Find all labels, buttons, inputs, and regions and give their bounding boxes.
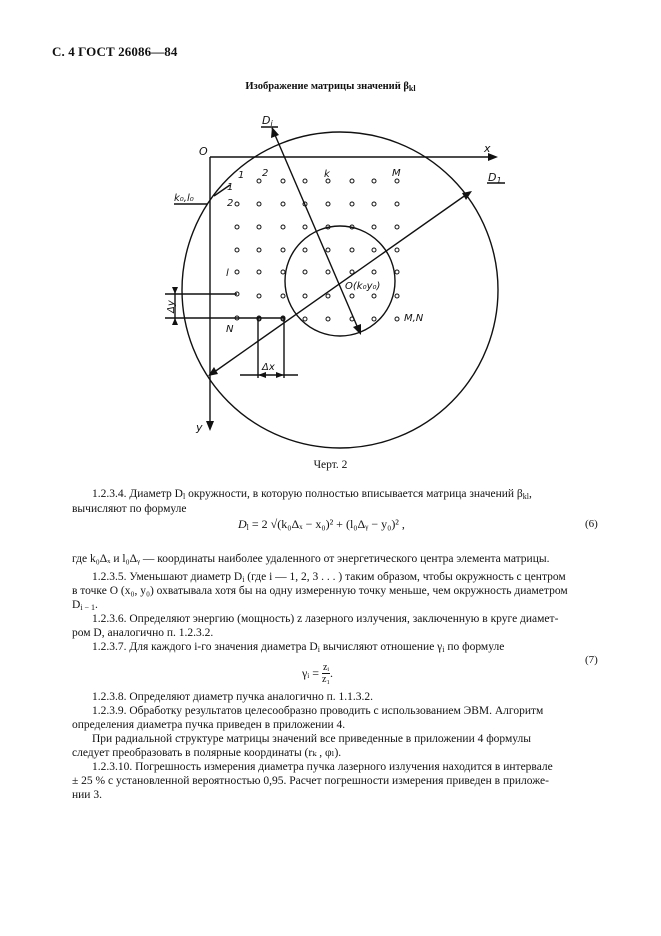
x-axis-label: x xyxy=(484,142,491,155)
matrix-dot xyxy=(372,225,376,229)
matrix-dot xyxy=(372,317,376,321)
matrix-dot xyxy=(395,317,399,321)
matrix-dot xyxy=(281,179,285,183)
paragraph-1-2-3-10-line2: ± 25 % с установленной вероятностью 0,95. Расчет погрешности измерения приведен в приложе- xyxy=(72,775,549,787)
delta-x-label: Δx xyxy=(262,362,275,373)
paragraph-1-2-3-4-line2: вычисляют по формуле xyxy=(72,503,187,515)
matrix-dot xyxy=(372,270,376,274)
paragraph-1-2-3-5: 1.2.3.5. Уменьшают диаметр $D_i$ (где i — 1, 2, 3 . . . ) таким образом, чтобы окружность с центром xyxy=(92,571,566,584)
y-axis-label: y xyxy=(196,421,203,434)
matrix-dot xyxy=(326,202,330,206)
matrix-dot xyxy=(395,294,399,298)
matrix-dot xyxy=(372,179,376,183)
matrix-dot xyxy=(257,225,261,229)
column-k-label: k xyxy=(324,169,330,180)
di-diameter-line xyxy=(272,128,360,333)
equation-number-7: (7) xyxy=(585,654,598,666)
matrix-dot xyxy=(235,202,239,206)
outer-circle xyxy=(182,132,498,448)
column-m-label: M xyxy=(392,168,401,179)
di-arrowhead-top xyxy=(271,127,279,138)
row-l-label: l xyxy=(226,268,229,279)
matrix-dot xyxy=(303,270,307,274)
matrix-dot xyxy=(395,202,399,206)
matrix-dot xyxy=(372,294,376,298)
center-label: O(k₀y₀) xyxy=(345,281,381,292)
matrix-dot xyxy=(395,179,399,183)
column-2-label: 2 xyxy=(262,168,269,179)
matrix-dot xyxy=(372,202,376,206)
y-arrowhead xyxy=(206,421,214,431)
column-1-label: 1 xyxy=(238,170,245,181)
paragraph-1-2-3-7: 1.2.3.7. Для каждого i-го значения диаметра $D_i$ вычисляют отношение $\gamma_i$ по формуле xyxy=(92,641,505,654)
d1-diameter-line xyxy=(210,192,470,375)
figure-title: Изображение матрицы значений $\beta_{kl}$ xyxy=(245,81,416,93)
di-label: Di xyxy=(262,114,273,128)
matrix-dot xyxy=(257,270,261,274)
paragraph-1-2-3-6-line2: ром D, аналогично п. 1.2.3.2. xyxy=(72,627,214,639)
equation-number-6: (6) xyxy=(585,518,598,530)
matrix-dot xyxy=(350,202,354,206)
matrix-dot xyxy=(326,248,330,252)
paragraph-1-2-3-6: 1.2.3.6. Определяют энергию (мощность) z лазерного излучения, заключенную в круге диамет- xyxy=(92,613,559,625)
row-n-label: N xyxy=(226,324,234,335)
matrix-dot xyxy=(235,248,239,252)
mn-label: M,N xyxy=(404,313,424,324)
matrix-dot xyxy=(395,225,399,229)
paragraph-1-2-3-8: 1.2.3.8. Определяют диаметр пучка аналогично п. 1.1.3.2. xyxy=(92,691,374,703)
matrix-dot xyxy=(235,270,239,274)
matrix-dot xyxy=(303,179,307,183)
matrix-dot xyxy=(303,294,307,298)
figure-caption: Черт. 2 xyxy=(313,459,348,471)
paragraph-radial-line2: следует преобразовать в полярные координаты (rₖ , φₗ). xyxy=(72,747,342,759)
paragraph-1-2-3-9-line2: определения диаметра пучка приведен в приложении 4. xyxy=(72,719,346,731)
matrix-dot xyxy=(395,270,399,274)
matrix-dot xyxy=(281,248,285,252)
paragraph-1-2-3-10: 1.2.3.10. Погрешность измерения диаметра пучка лазерного излучения находится в интервале xyxy=(92,761,553,773)
matrix-dot xyxy=(303,225,307,229)
matrix-dot xyxy=(235,225,239,229)
matrix-dot xyxy=(326,270,330,274)
origin-label: O xyxy=(199,145,208,158)
paragraph-1-2-3-5-line3: $D_{i - 1}$. xyxy=(72,599,98,612)
matrix-dot xyxy=(281,202,285,206)
d1-label: D1 xyxy=(488,171,502,185)
matrix-dot xyxy=(372,248,376,252)
matrix-dot xyxy=(326,294,330,298)
matrix-dot xyxy=(281,225,285,229)
paragraph-1-2-3-10-line3: нии 3. xyxy=(72,789,102,801)
matrix-dot xyxy=(350,179,354,183)
matrix-dot xyxy=(281,294,285,298)
matrix-dot xyxy=(257,179,261,183)
matrix-dot xyxy=(395,248,399,252)
paragraph-1-2-3-4: 1.2.3.4. Диаметр $D_l$ окружности, в которую полностью вписывается матрица значений $\beta_{kl}$, xyxy=(92,488,532,501)
matrix-dot xyxy=(281,270,285,274)
paragraph-radial: При радиальной структуре матрицы значений все приведенные в приложении 4 формулы xyxy=(92,733,531,745)
matrix-dot xyxy=(257,202,261,206)
paragraph-where: где k₀Δₓ и l₀Δᵧ — координаты наиболее удаленного от энергетического центра элемента матрицы. xyxy=(72,553,550,565)
formula-6: $D_l = 2$ √(k₀Δₓ − x₀)² + (l₀Δᵧ − y₀)² , xyxy=(238,517,405,532)
matrix-dot xyxy=(350,294,354,298)
page-header: С. 4 ГОСТ 26086—84 xyxy=(52,44,178,59)
matrix-dot xyxy=(350,248,354,252)
delta-y-label: Δy xyxy=(166,300,177,313)
row-2-label: 2 xyxy=(227,198,234,209)
paragraph-1-2-3-5-line2: в точке O (x₀, y₀) охватывала хотя бы на одну измеренную точку меньше, чем окружность диаметром xyxy=(72,585,568,597)
matrix-dot xyxy=(257,294,261,298)
row-1-label: 1 xyxy=(227,182,234,193)
matrix-dot xyxy=(303,317,307,321)
matrix-dot xyxy=(257,248,261,252)
k0l0-label: k₀,l₀ xyxy=(174,193,194,204)
matrix-dot xyxy=(303,248,307,252)
paragraph-1-2-3-9: 1.2.3.9. Обработку результатов целесообразно проводить с использованием ЭВМ. Алгоритм xyxy=(92,705,544,717)
matrix-dot xyxy=(350,270,354,274)
formula-7: γᵢ = $\frac{\text{zᵢ}}{\text{z₁}}$ . xyxy=(302,662,333,685)
matrix-dot xyxy=(326,317,330,321)
